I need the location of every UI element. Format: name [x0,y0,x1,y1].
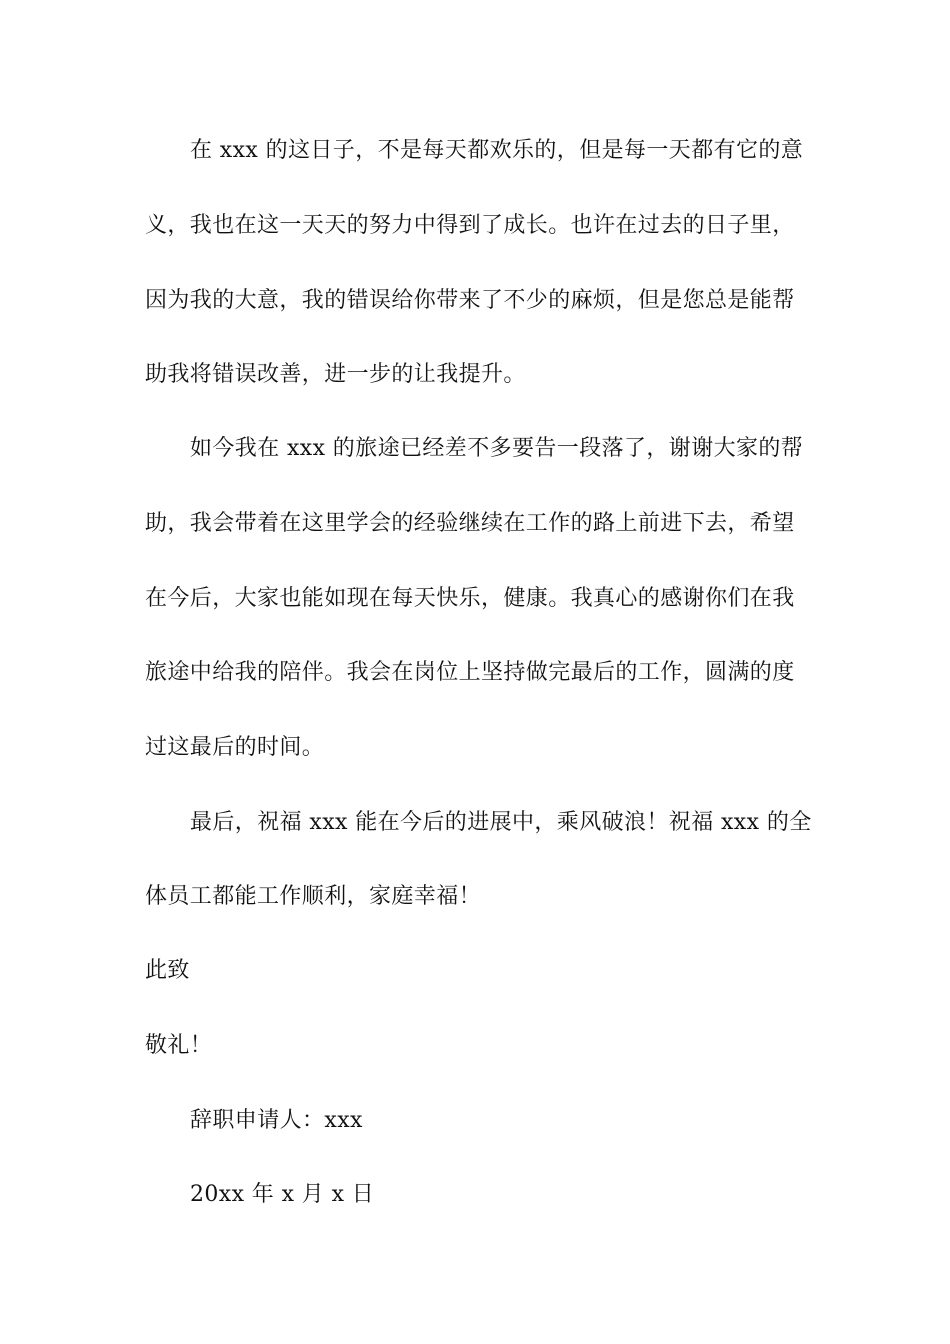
paragraph-2-line-5: 过这最后的时间。 [145,735,325,760]
paragraph-3-line-2: 体员工都能工作顺利，家庭幸福！ [145,884,482,909]
paragraph-2-line-2: 助，我会带着在这里学会的经验继续在工作的路上前进下去，希望 [145,511,795,536]
paragraph-1-line-2: 义，我也在这一天天的努力中得到了成长。也许在过去的日子里， [145,213,795,238]
paragraph-3-line-1: 最后，祝福 xxx 能在今后的进展中，乘风破浪！祝福 xxx 的全 [190,810,812,835]
paragraph-1-line-1: 在 xxx 的这日子，不是每天都欢乐的，但是每一天都有它的意 [190,138,804,163]
closing-salutation: 此致 [145,958,190,983]
closing-regards: 敬礼！ [145,1033,213,1058]
paragraph-2-line-3: 在今后，大家也能如现在每天快乐，健康。我真心的感谢你们在我 [145,586,795,611]
signature: 辞职申请人：xxx [190,1108,363,1133]
paragraph-2-line-4: 旅途中给我的陪伴。我会在岗位上坚持做完最后的工作，圆满的度 [145,660,795,685]
paragraph-1-line-4: 助我将错误改善，进一步的让我提升。 [145,362,526,387]
date: 20xx 年 x 月 x 日 [190,1182,375,1207]
paragraph-2-line-1: 如今我在 xxx 的旅途已经差不多要告一段落了，谢谢大家的帮 [190,436,804,461]
paragraph-1-line-3: 因为我的大意，我的错误给你带来了不少的麻烦，但是您总是能帮 [145,288,795,313]
